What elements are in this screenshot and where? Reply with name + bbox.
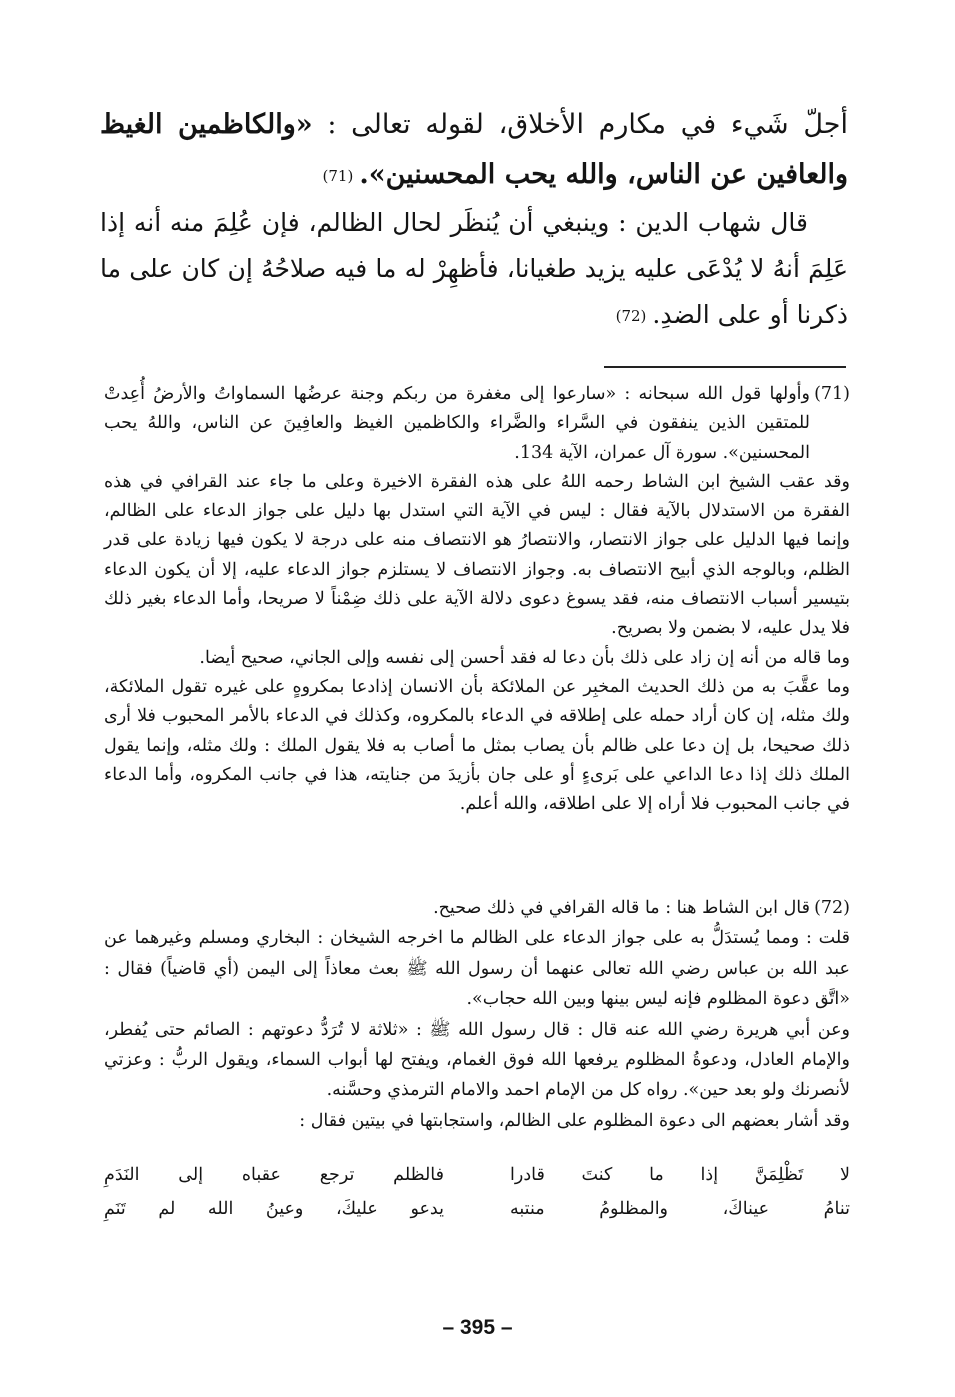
verse-line [104, 1158, 850, 1192]
footnote-number: (72) [814, 898, 850, 918]
para1-text: أجلّ شَيء في مكارم الأخلاق، لقوله تعالى : [327, 109, 848, 140]
verse-second-hemistich: يدعو عليكَ، وعينُ الله لم تَنَمِ [104, 1199, 444, 1219]
footnote-number: (71) [814, 384, 850, 404]
footnote-71 [104, 380, 850, 819]
main-paragraph-2 [100, 200, 848, 339]
footnote-paragraph: قلت : ومما يُستدَلُّ به على جواز الدعاء على الظالم ما اخرجه الشيخان : البخاري ومسلم وغيرهما عن عبد الله بن عباس رضي الله تعالى عنهما أن رسول الله ﷺ بعث معاذاً إلى اليمن (أي قاضياً) فقال : «اتَّق دعوة المظلوم فإنه ليس بينها وبين الله حجاب». [104, 928, 850, 1010]
quran-quote: «والكاظمين الغيظ والعافين عن الناس، والله يحب المحسنين». [100, 109, 848, 190]
footnote-paragraph: وما قاله من أنه إن زاد على ذلك بأن دعا له فقد أحسن إلى نفسه وإلى الجاني، صحيح أيضا. [199, 647, 850, 668]
main-paragraph-1 [100, 100, 848, 201]
verse-line [104, 1192, 850, 1226]
verse-first-hemistich: تنامُ عيناكَ، والمظلومُ منتبه [510, 1199, 850, 1219]
footnote-ref-72: (72) [615, 307, 647, 325]
footnote-divider [604, 366, 846, 368]
footnote-paragraph: وأولها قول الله سبحانه : «سارعوا إلى مغفرة من ربكم وجنة عرضُها السماواتُ والأرضُ أُعِدتْ للمتقين الذين ينفقون في السَّراء والضَّراء والكاظمين الغيظ والعافِينَ عن الناس، واللهُ يحب المحسنين». سورة آل عمران، الآية 134. [104, 384, 810, 463]
page-number: – 395 – [442, 1316, 513, 1339]
footnote-72 [104, 893, 850, 1136]
verse-second-hemistich: فالظلم ترجع عقباه إلى النَدَمِ [104, 1165, 444, 1185]
para2-text: قال شهاب الدين : وينبغي أن يُنظَر لحال الظالم، فإن عُلِمَ منه أنه إذا عَلِمَ أنهُ لا يُدْعَى عليه يزيد طغيانا، فأظهِرْ له ما فيه صلاحُهُ إن كان على ما ذكرنا أو على الضدِ. [100, 208, 848, 329]
footnote-ref-71: (71) [322, 167, 354, 185]
poem-verses [104, 1158, 850, 1226]
footnote-paragraph: وقد عقب الشيخ ابن الشاط رحمه اللهُ على هذه الفقرة الاخيرة وعلى ما جاء عند القرافي في هذه الفقرة من الاستدلال بالآية فقال : ليس في الآية التي استدل بها دليل على جواز الدعاء على الظالم، وإنما فيها الدليل على جواز الانتصار، والانتصارُ هو الانتصاف منه على درجة لا يكون فيها زيادة على قدر الظلم، وبالوجه الذي أبيح الانتصاف به. وجواز الانتصاف لا يستلزم جواز الدعاء عليه، إلا أن يكون الدعاء بتيسير أسباب الانتصاف منه، فقد يسوغ دعوى دلالة الآية على ذلك ضِمْناً لا صريحا، وأما الدعاء بغير ذلك فلا يدل عليه، لا بضمن ولا بصريح. [104, 471, 850, 639]
footnote-paragraph: وما عقَّبَ به من ذلك الحديث المخبِر عن الملائكة بأن الانسان إذادعا بمكروهٍ على غيره تقول الملائكة، ولك مثله، إن كان أراد حمله على إطلاقه في الدعاء بالمكروه، وكذلك في الدعاء بالأمر المحبوب فلا أرى ذلك صحيحا، بل إن دعا على ظالم بأن يصاب بمثل ما أصاب به فلا يقول الملك : ولك مثله، وإنما يقول الملك ذلك إذا دعا الداعي على بَرىءٍ أو على جان بأزيدَ من جنايته، هذا في جانب المكروه، وأما الدعاء في جانب المحبوب فلا أراه إلا على اطلاقه، والله أعلم. [104, 676, 850, 815]
verse-first-hemistich: لا تَظْلِمَنَّ إذا ما كنتَ قادرا [510, 1165, 850, 1185]
footnote-paragraph: وقد أشار بعضهم الى دعوة المظلوم على الظالم، واستجابتها في بيتين فقال : [299, 1110, 850, 1131]
footnote-paragraph: وعن أبي هريرة رضي الله عنه قال : قال رسول الله ﷺ : «ثلاثة لا تُرَدُّ دعوتهم : الصائم حتى يُفطر، والإمام العادل، ودعوةُ المظلوم يرفعها الله فوق الغمام، ويفتح لها أبواب السماء، ويقول الربُّ : وعزتي لأنصرنك ولو بعد حين». رواه كل من الإمام احمد والامام الترمذي وحسَّنه. [104, 1019, 850, 1101]
footnote-paragraph: قال ابن الشاط هنا : ما قاله القرافي في ذلك صحيح. [433, 898, 810, 918]
